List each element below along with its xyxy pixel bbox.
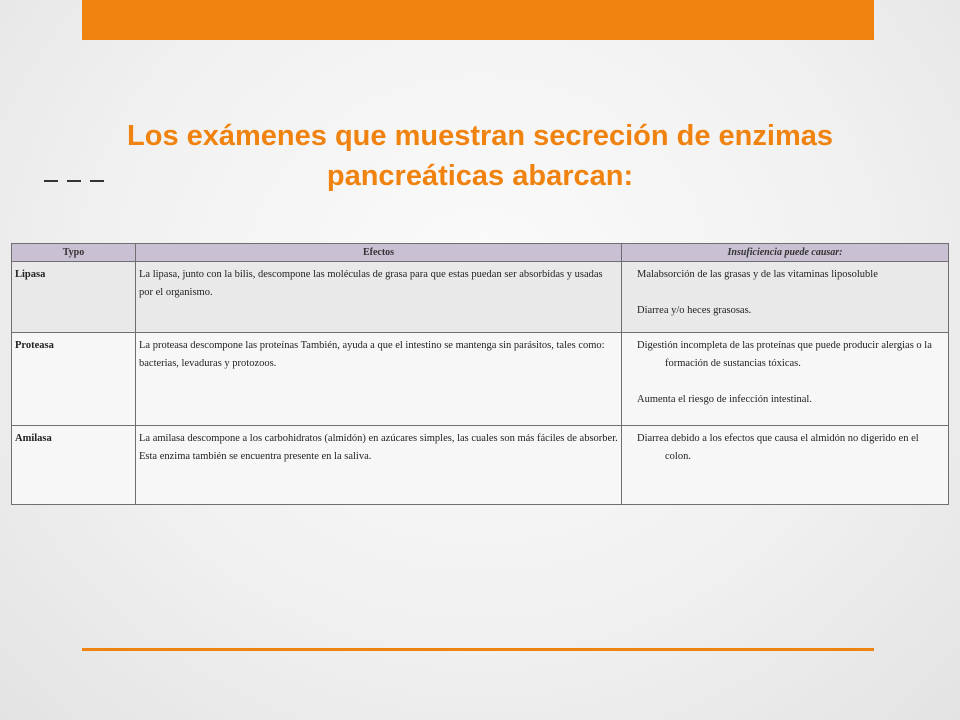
bottom-accent-line [82,648,874,651]
effect-cell [136,262,622,333]
insufficiency-cell [622,262,949,333]
insufficiency-cell [622,333,949,426]
insufficiency-item: Diarrea debido a los efectos que causa el almidón no digerido en el colon. [637,433,919,462]
table-row [12,426,949,505]
column-header-type: Typo [12,244,136,262]
title-line-1: Los exámenes que muestran secreción de enzimas [127,120,833,152]
insufficiency-item: Malabsorción de las grasas y de las vitaminas liposoluble [637,269,878,280]
column-header-effects: Efectos [136,244,622,262]
insufficiency-item: Aumenta el riesgo de infección intestinal. [637,394,812,405]
insufficiency-cell [622,426,949,505]
column-header-insufficiency: Insuficiencia puede causar: [622,244,949,262]
top-accent-bar [82,0,874,40]
enzyme-name: Amilasa [12,426,136,505]
insufficiency-item: Digestión incompleta de las proteínas que puede producir alergias o la formación de sustancias tóxicas. [637,340,932,369]
effect-text: La lipasa, junto con la bilis, descompone las moléculas de grasa para que estas puedan ser absorbidas y usadas por el organismo. [139,269,603,298]
effect-cell [136,426,622,505]
table-header-row [12,244,949,262]
enzyme-table [11,243,949,505]
table-row [12,333,949,426]
effect-cell [136,333,622,426]
table-row [12,262,949,333]
enzyme-name: Lipasa [12,262,136,333]
slide-title [60,116,900,196]
insufficiency-item: Diarrea y/o heces grasosas. [637,305,752,316]
effect-text: La proteasa descompone las proteínas También, ayuda a que el intestino se mantenga sin parásitos, tales como: bacterias, levaduras y protozoos. [139,340,605,369]
enzyme-name: Proteasa [12,333,136,426]
effect-text: La amilasa descompone a los carbohidratos (almidón) en azúcares simples, las cuales son más fáciles de absorber. Esta enzima también se encuentra presente en la saliva. [139,433,618,462]
title-line-2: pancreáticas abarcan: [326,160,634,192]
